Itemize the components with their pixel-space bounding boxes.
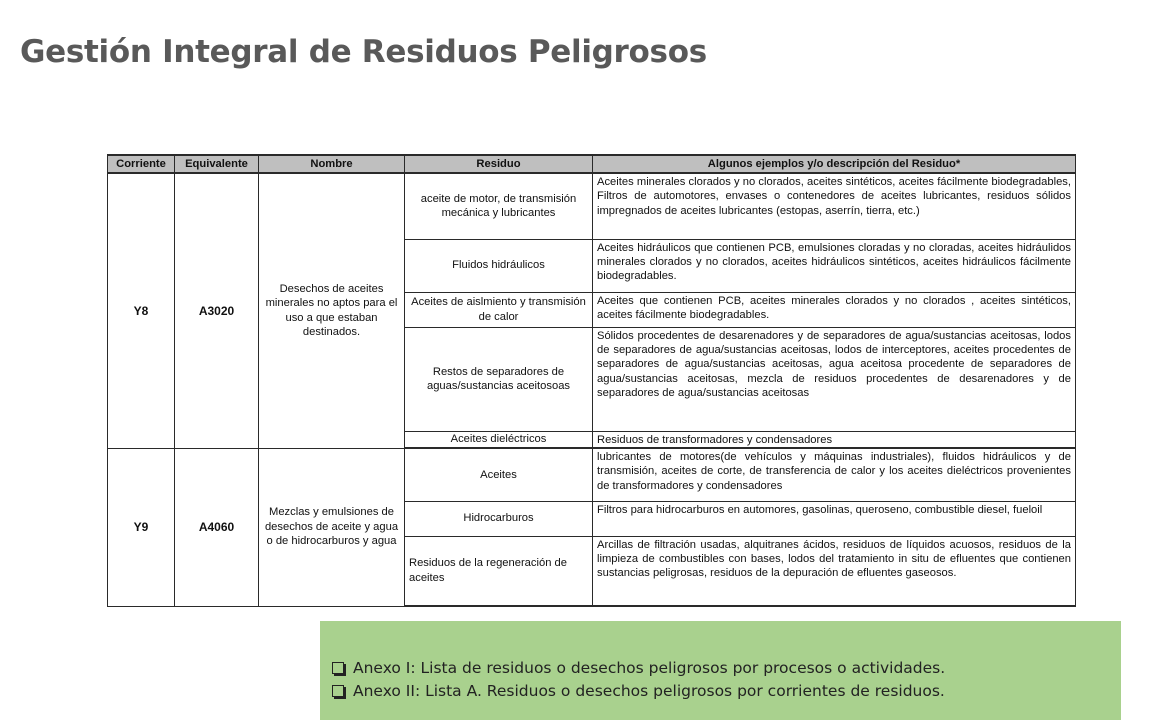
annex-note-box bbox=[320, 621, 1121, 720]
residuo-cell: Restos de separadores de aguas/sustancias aceitosoas bbox=[405, 327, 593, 431]
residuo-cell: Hidrocarburos bbox=[405, 501, 593, 536]
ejemplo-cell: Aceites hidráulicos que contienen PCB, emulsiones cloradas y no cloradas, aceites hidráulidos minerales clorados y no clorados, aceites hidráulicos sintéticos, aceites hidráulicos fácilmente biodegradables. bbox=[593, 239, 1076, 292]
nombre-cell: Desechos de aceites minerales no aptos para el uso a que estaban destinados. bbox=[259, 173, 405, 448]
equivalente-cell: A3020 bbox=[175, 173, 259, 448]
ejemplo-cell: Sólidos procedentes de desarenadores y de separadores de agua/sustancias aceitosas, lodos de separadores de agua/sustancias aceitosas, lodos de interceptores, aceites procedentes de separadores de agua/sustancias aceitosas, agua aceitosa procedente de separadores de agua/sustancias aceitosas, mezcla de residuos procedentes de desarenadores y de separadores de agua/sustancias aceitosas bbox=[593, 327, 1076, 431]
residuo-cell: Aceites bbox=[405, 448, 593, 501]
annex-note-item bbox=[332, 656, 1121, 679]
residuo-cell: Aceites de aislmiento y transmisión de calor bbox=[405, 292, 593, 327]
checkbox-bullet-icon bbox=[332, 662, 344, 674]
header-ejemplos: Algunos ejemplos y/o descripción del Residuo* bbox=[593, 155, 1076, 173]
annex-note-item bbox=[332, 679, 1121, 702]
ejemplo-cell: Residuos de transformadores y condensadores bbox=[593, 431, 1076, 448]
table-header-row bbox=[108, 155, 1076, 173]
residuos-table bbox=[107, 154, 1076, 607]
ejemplo-cell: Arcillas de filtración usadas, alquitranes ácidos, residuos de líquidos acuosos, residuos de la limpieza de combustibles con bases, lodos del tratamiento in situ de efluentes que contienen sustancias peligrosas, residuos de la depuración de efluentes gaseosos. bbox=[593, 536, 1076, 606]
ejemplo-cell: Aceites minerales clorados y no clorados, aceites sintéticos, aceites fácilmente biodegradables, Filtros de automotores, envases o contenedores de aceites lubricantes, residuos sólidos impregnados de aceites lubricantes (estopas, aserrín, tierra, etc.) bbox=[593, 173, 1076, 239]
header-nombre: Nombre bbox=[259, 155, 405, 173]
ejemplo-cell: Filtros para hidrocarburos en automores, gasolinas, queroseno, combustible diesel, fueloil bbox=[593, 501, 1076, 536]
residuo-cell: Residuos de la regeneración de aceites bbox=[405, 536, 593, 606]
header-corriente: Corriente bbox=[108, 155, 175, 173]
ejemplo-cell: Aceites que contienen PCB, aceites minerales clorados y no clorados , aceites sintéticos, aceites fácilmente biodegradables. bbox=[593, 292, 1076, 327]
corriente-cell: Y8 bbox=[108, 173, 175, 448]
table-row bbox=[108, 448, 1076, 501]
header-residuo: Residuo bbox=[405, 155, 593, 173]
equivalente-cell: A4060 bbox=[175, 448, 259, 606]
annex-note-text: Anexo I: Lista de residuos o desechos peligrosos por procesos o actividades. bbox=[353, 658, 946, 677]
residuo-cell: Aceites dieléctricos bbox=[405, 431, 593, 448]
page-title: Gestión Integral de Residuos Peligrosos bbox=[20, 34, 707, 70]
residuo-cell: Fluidos hidráulicos bbox=[405, 239, 593, 292]
header-equivalente: Equivalente bbox=[175, 155, 259, 173]
nombre-cell: Mezclas y emulsiones de desechos de aceite y agua o de hidrocarburos y agua bbox=[259, 448, 405, 606]
ejemplo-cell: lubricantes de motores(de vehículos y máquinas industriales), fluidos hidráulicos y de transmisión, aceites de corte, de transferencia de calor y los aceites dieléctricos provenientes de transformadores y condensadores bbox=[593, 448, 1076, 501]
table-row bbox=[108, 173, 1076, 239]
residuo-cell: aceite de motor, de transmisión mecánica y lubricantes bbox=[405, 173, 593, 239]
annex-note-text: Anexo II: Lista A. Residuos o desechos peligrosos por corrientes de residuos. bbox=[353, 681, 945, 700]
checkbox-bullet-icon bbox=[332, 685, 344, 697]
corriente-cell: Y9 bbox=[108, 448, 175, 606]
